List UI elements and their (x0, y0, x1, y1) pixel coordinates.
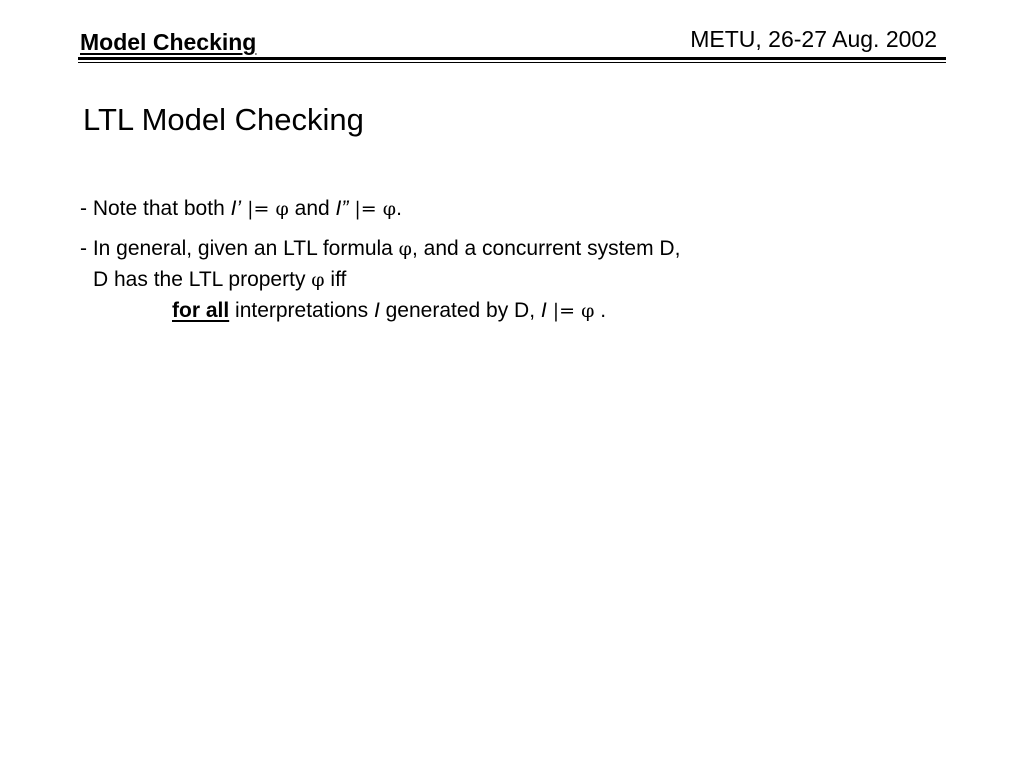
line4-models-symbol: |= (546, 300, 582, 322)
line1-prefix: - Note that both (80, 197, 231, 220)
for-all-emphasis: for all (172, 299, 230, 322)
line2-phi: φ (398, 238, 412, 260)
line1-end: . (396, 197, 402, 220)
line3-phi: φ (311, 269, 325, 291)
bullet-line-4 (172, 300, 606, 321)
bullet-line-1 (80, 198, 402, 219)
header-left-title: Model Checking (80, 29, 257, 55)
line4-interpretation: I (373, 299, 380, 322)
line1-models-symbol-2: |= (348, 198, 383, 220)
line1-interpretation-1: I’ (230, 197, 242, 220)
line4-text-1: interpretations (229, 299, 374, 322)
bullet-line-2 (80, 238, 680, 259)
line1-and: and (288, 197, 336, 220)
line2-text: - In general, given an LTL formula (80, 237, 399, 260)
line4-phi: φ (581, 300, 595, 322)
line3-rest: iff (324, 268, 347, 291)
header-rule-thick (78, 57, 946, 60)
header-right-text: METU, 26-27 Aug. 2002 (690, 26, 937, 52)
line1-phi-1: φ (275, 198, 289, 220)
line1-models-symbol-1: |= (241, 198, 276, 220)
line4-end: . (594, 299, 607, 322)
header-rule-thin (78, 62, 946, 63)
line4-text-2: generated by D, (379, 299, 541, 322)
bullet-line-3 (93, 269, 346, 290)
line4-interpretation-2: I (540, 299, 547, 322)
line3-text: D has the LTL property (93, 268, 312, 291)
line1-phi-2: φ (382, 198, 397, 220)
line2-rest: , and a concurrent system D, (411, 237, 681, 260)
line1-interpretation-2: I” (335, 197, 349, 220)
slide-title: LTL Model Checking (83, 102, 364, 137)
